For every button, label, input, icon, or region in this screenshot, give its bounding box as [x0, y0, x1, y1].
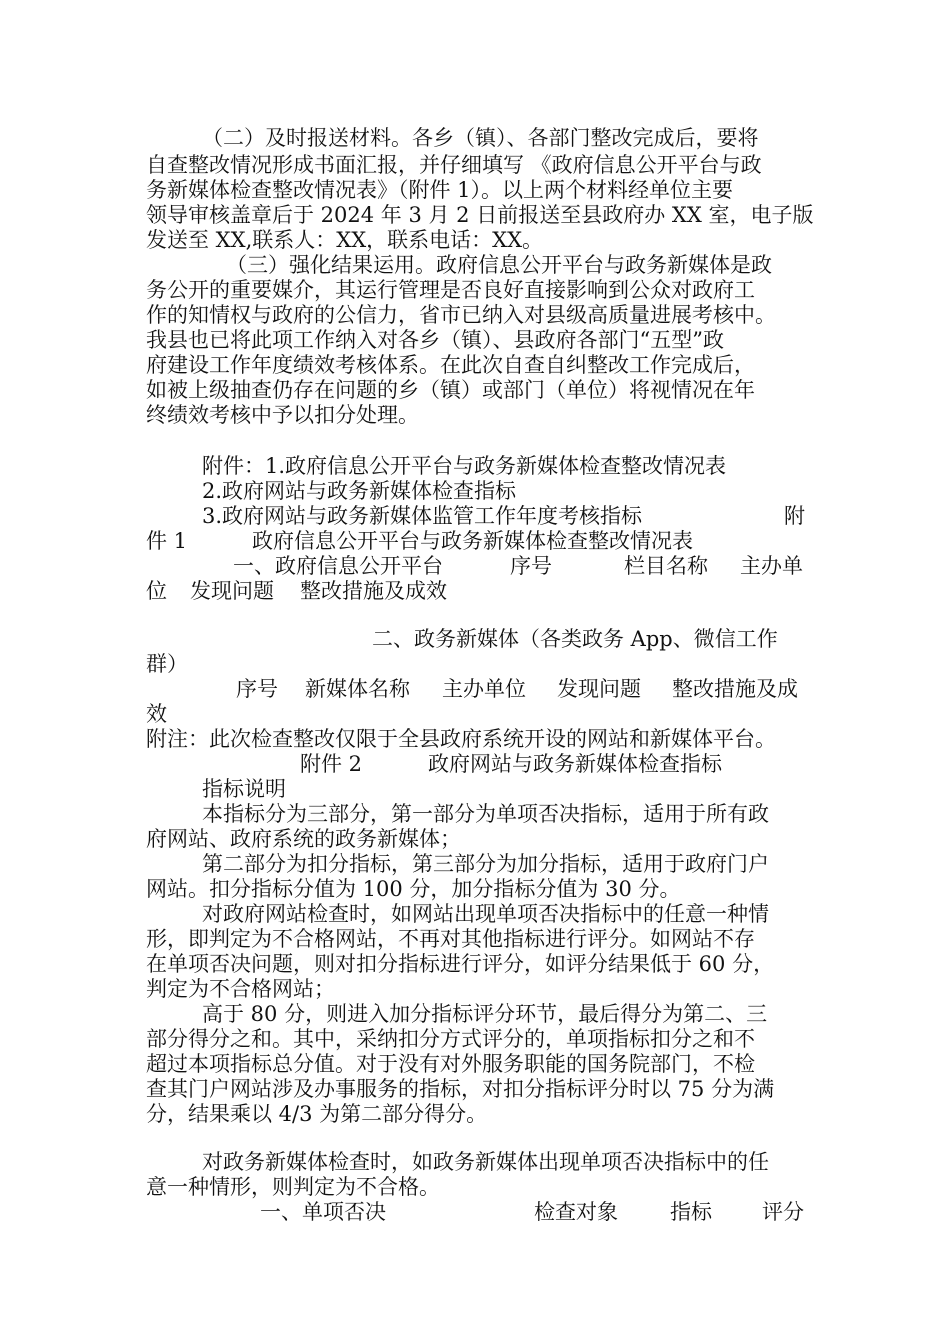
text-line: 我县也已将此项工作纳入对各乡（镇）、县政府各部门“五型”政 [146, 328, 724, 352]
section-heading: 一、政府信息公开平台 [233, 554, 443, 578]
text-line: （二）及时报送材料。各乡（镇）、各部门整改完成后，要将 [202, 126, 759, 150]
table-header-cell: 整改措施及成 [672, 677, 798, 701]
text-line: 发送至 XX,联系人：XX，联系电话：XX。 [146, 228, 544, 252]
text-line: （三）强化结果运用。政府信息公开平台与政务新媒体是政 [226, 253, 772, 277]
text-line: 判定为不合格网站； [146, 977, 335, 1001]
table-header-cell: 序号 [510, 554, 552, 578]
text-fragment: 件 1 [146, 529, 188, 553]
table-header-cell: 序号 [236, 677, 278, 701]
section-heading: 二、政务新媒体（各类政务 App、微信工作 [372, 627, 778, 651]
text-line: 务公开的重要媒介，其运行管理是否良好直接影响到公众对政府工 [146, 278, 755, 302]
table-header-cell: 栏目名称 [624, 554, 708, 578]
attachment-title: 政府信息公开平台与政务新媒体检查整改情况表 [252, 529, 693, 553]
section-heading: 一、单项否决 [260, 1200, 386, 1224]
table-header-cell: 整改措施及成效 [300, 579, 447, 603]
text-line: 超过本项指标总分值。对于没有对外服务职能的国务院部门，不检 [146, 1052, 755, 1076]
text-line: 领导审核盖章后于 2024 年 3 月 2 日前报送至县政府办 XX 室，电子版 [146, 203, 814, 227]
text-line: 意一种情形，则判定为不合格。 [146, 1175, 440, 1199]
text-line: 部分得分之和。其中，采纳扣分方式评分的，单项指标扣分之和不 [146, 1027, 755, 1051]
text-line: 如被上级抽查仍存在问题的乡（镇）或部门（单位）将视情况在年 [146, 378, 755, 402]
text-line: 分，结果乘以 4/3 为第二部分得分。 [146, 1102, 488, 1126]
sub-heading: 指标说明 [202, 777, 286, 801]
attachment-item: 附件：1.政府信息公开平台与政务新媒体检查整改情况表 [202, 454, 727, 478]
text-line: 府建设工作年度绩效考核体系。在此次自查自纠整改工作完成后， [146, 353, 755, 377]
text-line: 自查整改情况形成书面汇报，并仔细填写 《政府信息公开平台与政 [146, 153, 762, 177]
table-header-cell: 指标 [670, 1200, 712, 1224]
table-header-cell: 效 [146, 702, 167, 726]
table-header-cell: 主办单位 [442, 677, 526, 701]
text-fragment: 附 [784, 504, 805, 528]
section-heading: 群） [146, 652, 188, 676]
text-line: 形，即判定为不合格网站，不再对其他指标进行评分。如网站不存 [146, 927, 755, 951]
text-line: 查其门户网站涉及办事服务的指标，对扣分指标评分时以 75 分为满 [146, 1077, 775, 1101]
table-header-cell: 检查对象 [534, 1200, 618, 1224]
table-header-cell: 发现问题 [557, 677, 641, 701]
attachment-item: 2.政府网站与政务新媒体检查指标 [202, 479, 517, 503]
attachment-label: 附件 2 [300, 752, 363, 776]
text-line: 作的知情权与政府的公信力，省市已纳入对县级高质量进展考核中。 [146, 303, 776, 327]
table-header-cell: 新媒体名称 [305, 677, 410, 701]
text-line: 本指标分为三部分，第一部分为单项否决指标，适用于所有政 [202, 802, 769, 826]
attachment-title: 政府网站与政务新媒体检查指标 [428, 752, 722, 776]
table-header-cell: 位 [146, 579, 167, 603]
text-line: 高于 80 分，则进入加分指标评分环节，最后得分为第二、三 [202, 1002, 768, 1026]
text-line: 在单项否决问题，则对扣分指标进行评分，如评分结果低于 60 分， [146, 952, 775, 976]
text-line: 第二部分为扣分指标，第三部分为加分指标，适用于政府门户 [202, 852, 769, 876]
text-line: 对政府网站检查时，如网站出现单项否决指标中的任意一种情 [202, 902, 769, 926]
text-line: 府网站、政府系统的政务新媒体； [146, 827, 461, 851]
text-line: 网站。扣分指标分值为 100 分，加分指标分值为 30 分。 [146, 877, 681, 901]
table-header-cell: 主办单 [740, 554, 803, 578]
text-line: 终绩效考核中予以扣分处理。 [146, 403, 419, 427]
text-line: 对政务新媒体检查时，如政务新媒体出现单项否决指标中的任 [202, 1150, 769, 1174]
table-header-cell: 评分 [762, 1200, 804, 1224]
table-header-cell: 发现问题 [190, 579, 274, 603]
text-line: 务新媒体检查整改情况表》（附件 1）。以上两个材料经单位主要 [146, 178, 734, 202]
attachment-item: 3.政府网站与政务新媒体监管工作年度考核指标 [202, 504, 643, 528]
note-text: 附注：此次检查整改仅限于全县政府系统开设的网站和新媒体平台。 [146, 727, 776, 751]
